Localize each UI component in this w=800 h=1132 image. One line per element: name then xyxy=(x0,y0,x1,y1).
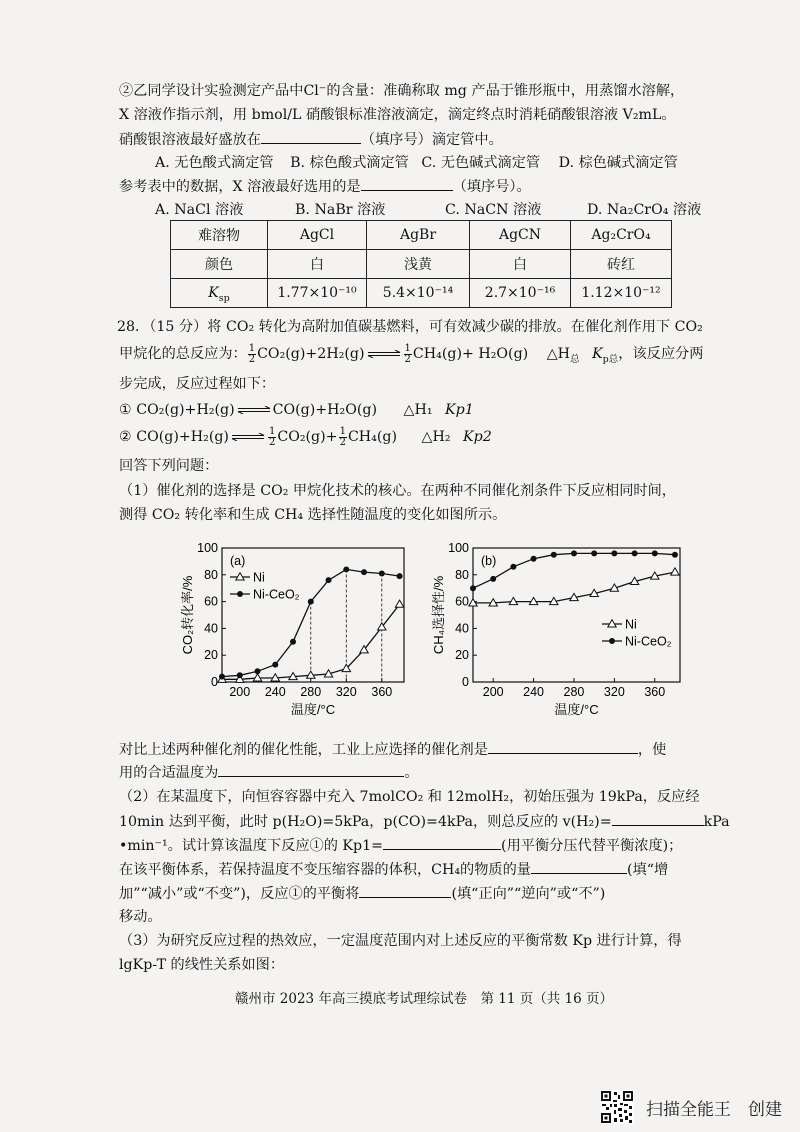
y-tick-label: 100 xyxy=(197,541,218,555)
data-point xyxy=(272,662,278,668)
y-axis-label: CH₄选择性/% xyxy=(431,575,446,655)
equilibrium-arrow-icon xyxy=(367,350,401,358)
p2-line5: 加”“减小”或“不变”)，反应①的平衡将 (填“正向”“逆向”或“不”) xyxy=(119,882,605,905)
table-header: Ag₂CrO₄ xyxy=(571,221,672,250)
reaction-2: ② CO(g)+H₂(g) $\frac{1}{2}$ CO₂(g)+ $\frac{1}{2}$ CH₄(g) △H₂ Kp2 xyxy=(119,425,492,448)
answer-blank[interactable] xyxy=(612,810,704,826)
option-a: A. NaCl 溶液 xyxy=(155,202,244,218)
q28-head: 28．（15 分）将 CO₂ 转化为高附加值碳基燃料，可有效减少碳的排放。在催化剂作用下 CO₂ xyxy=(117,319,703,335)
p2-line2: 10min 达到平衡，此时 p(H₂O)=5kPa，p(CO)=4kPa，则总反应的 v(H₂)= kPa xyxy=(119,810,730,833)
p1-line3: 对比上述两种催化剂的催化性能，工业上应选择的催化剂是 ，使 xyxy=(119,738,666,761)
y-tick-label: 60 xyxy=(455,594,469,609)
data-point xyxy=(510,564,516,570)
data-point xyxy=(571,550,577,556)
data-point xyxy=(397,573,403,579)
data-point xyxy=(591,550,597,556)
y-tick-label: 80 xyxy=(204,567,218,582)
y-tick-label: 0 xyxy=(462,675,469,689)
q27-line2: X 溶液作指示剂，用 bmol/L 硝酸银标准溶液滴定，滴定终点时消耗硝酸银溶液 V₂mL。 xyxy=(119,107,676,123)
legend-marker xyxy=(237,591,243,597)
legend-label: Ni xyxy=(625,617,637,632)
chart-panel-label: (a) xyxy=(230,554,246,568)
option-c: C. NaCN 溶液 xyxy=(445,202,542,218)
table-header: AgBr xyxy=(367,221,470,250)
answer-prompt: 回答下列问题： xyxy=(119,458,219,474)
x-tick-label: 200 xyxy=(229,685,251,699)
qr-code-icon xyxy=(600,1090,634,1124)
plot-frame xyxy=(222,548,404,682)
x-tick-label: 360 xyxy=(371,685,393,699)
p1-line1: （1）催化剂的选择是 CO₂ 甲烷化技术的核心。在两种不同催化剂条件下反应相同时间， xyxy=(119,483,676,499)
x-tick-label: 240 xyxy=(523,685,545,699)
p2-line3: •min⁻¹。试计算该温度下反应①的 Kp1= (用平衡分压代替平衡浓度)； xyxy=(119,834,682,857)
table-header: 难溶物 xyxy=(171,221,268,250)
x-tick-label: 360 xyxy=(644,685,666,699)
data-point xyxy=(395,600,403,607)
equilibrium-arrow-icon xyxy=(231,433,265,441)
q27-line3: 硝酸银溶液最好盛放在 （填序号）滴定管中。 xyxy=(119,128,503,151)
p2-line4: 在该平衡体系，若保持温度不变压缩容器的体积，CH₄的物质的量 (填“增 xyxy=(119,858,668,881)
q27-options2 xyxy=(155,199,701,221)
x-axis-label: 温度/°C xyxy=(554,702,599,717)
data-point xyxy=(632,550,638,556)
data-point xyxy=(361,569,367,575)
table-header: AgCl xyxy=(268,221,367,250)
scanner-text: 扫描全能王 创建 xyxy=(646,1100,782,1120)
y-tick-label: 60 xyxy=(204,594,218,609)
co2-conversion-chart xyxy=(170,536,415,731)
data-point xyxy=(652,550,658,556)
data-point xyxy=(611,550,617,556)
answer-blank[interactable] xyxy=(531,858,627,874)
y-tick-label: 100 xyxy=(448,541,469,555)
x-tick-label: 320 xyxy=(335,685,357,699)
fraction: $\frac{1}{2}$ xyxy=(268,425,276,448)
answer-blank[interactable] xyxy=(488,738,638,754)
table-cell: $K_{sp}$ xyxy=(171,279,268,308)
table-cell: 5.4×10⁻¹⁴ xyxy=(367,279,470,308)
legend-label: Ni-CeO₂ xyxy=(253,587,300,602)
fraction: $\frac{1}{2}$ xyxy=(248,342,256,365)
y-tick-label: 40 xyxy=(455,621,469,636)
x-axis-label: 温度/°C xyxy=(290,702,336,717)
data-point xyxy=(490,576,496,582)
x-tick-label: 240 xyxy=(264,685,286,699)
answer-blank[interactable] xyxy=(359,882,451,898)
data-point xyxy=(326,577,332,583)
option-b: B. NaBr 溶液 xyxy=(295,202,386,218)
series-line xyxy=(473,553,675,588)
option-d: D. 棕色碱式滴定管 xyxy=(558,155,678,171)
steps-line: 步完成，反应过程如下： xyxy=(119,376,276,392)
option-d: D. Na₂CrO₄ 溶液 xyxy=(587,202,702,218)
data-point xyxy=(671,568,679,575)
x-tick-label: 320 xyxy=(603,685,625,699)
y-tick-label: 20 xyxy=(455,648,469,663)
table-row xyxy=(171,221,672,250)
data-point xyxy=(237,672,243,678)
y-axis-label: CO₂转化率/% xyxy=(180,575,195,655)
answer-blank[interactable] xyxy=(261,128,361,144)
answer-blank[interactable] xyxy=(383,834,501,850)
page-footer: 赣州市 2023 年高三摸底考试理综试卷 第 11 页（共 16 页） xyxy=(235,991,613,1007)
table-cell: 白 xyxy=(268,250,367,279)
data-point xyxy=(343,566,349,572)
ch4-selectivity-chart xyxy=(425,536,695,731)
table-cell: 浅黄 xyxy=(367,250,470,279)
fraction: $\frac{1}{2}$ xyxy=(339,425,346,448)
legend-marker xyxy=(609,638,615,644)
fraction: $\frac{1}{2}$ xyxy=(404,342,411,365)
data-point xyxy=(255,668,261,674)
answer-blank[interactable] xyxy=(218,761,404,777)
table-row xyxy=(171,279,672,308)
data-point xyxy=(379,570,385,576)
x-tick-label: 280 xyxy=(563,685,585,699)
chart-panel-label: (b) xyxy=(481,554,497,568)
y-tick-label: 80 xyxy=(455,567,469,582)
data-point xyxy=(219,674,225,680)
scanner-watermark xyxy=(600,1089,785,1125)
q27-line1: ②乙同学设计实验测定产品中Cl⁻的含量：准确称取 mg 产品于锥形瓶中，用蒸馏水溶解， xyxy=(119,83,685,99)
option-a: A. 无色酸式滴定管 xyxy=(155,155,274,171)
legend-label: Ni xyxy=(253,570,265,585)
ksp-table xyxy=(170,220,672,308)
x-tick-label: 200 xyxy=(482,685,504,699)
data-point xyxy=(308,599,314,605)
p1-line2: 测得 CO₂ 转化率和生成 CH₄ 选择性随温度的变化如图所示。 xyxy=(119,507,507,523)
equilibrium-arrow-icon xyxy=(237,406,271,414)
table-row xyxy=(171,250,672,279)
option-c: C. 无色碱式滴定管 xyxy=(421,155,541,171)
p3-line1: （3）为研究反应过程的热效应，一定温度范围内对上述反应的平衡常数 Kp 进行计算，得 xyxy=(119,933,682,949)
p2-line1: （2）在某温度下，向恒容容器中充入 7molCO₂ 和 12molH₂，初始压强为 19kPa，反应经 xyxy=(119,789,700,805)
answer-blank[interactable] xyxy=(361,175,453,191)
p2-line6: 移动。 xyxy=(119,909,162,925)
table-cell: 白 xyxy=(470,250,571,279)
table-header: AgCN xyxy=(470,221,571,250)
option-b: B. 棕色酸式滴定管 xyxy=(290,155,409,171)
y-tick-label: 20 xyxy=(204,648,218,663)
table-cell: 1.77×10⁻¹⁰ xyxy=(268,279,367,308)
plot-frame xyxy=(473,548,680,682)
q27-options1 xyxy=(155,152,678,174)
table-cell: 砖红 xyxy=(571,250,672,279)
data-point xyxy=(470,585,476,591)
y-tick-label: 0 xyxy=(211,675,218,689)
overall-reaction: 甲烷化的总反应为： $\frac{1}{2}$ CO₂(g)+2H₂(g) $\frac{1}{2}$ CH₄(g)+ H₂O(g) $\triangle H_总$ $K_{p总}$，该反应分两 xyxy=(119,342,704,365)
table-cell: 1.12×10⁻¹² xyxy=(571,279,672,308)
legend-label: Ni-CeO₂ xyxy=(625,634,672,649)
p1-line4: 用的合适温度为 。 xyxy=(119,761,419,784)
reaction-1: ① CO₂(g)+H₂(g) CO(g)+H₂O(g) △H₁ Kp1 xyxy=(119,402,474,418)
y-tick-label: 40 xyxy=(204,621,218,636)
p3-line2: lgKp-T 的线性关系如图： xyxy=(119,957,285,973)
x-tick-label: 280 xyxy=(300,685,322,699)
q27-line5: 参考表中的数据，X 溶液最好选用的是 （填序号）。 xyxy=(119,175,531,198)
table-cell: 2.7×10⁻¹⁶ xyxy=(470,279,571,308)
data-point xyxy=(531,556,537,562)
data-point xyxy=(551,552,557,558)
data-point xyxy=(672,552,678,558)
data-point xyxy=(290,639,296,645)
table-cell: 颜色 xyxy=(171,250,268,279)
